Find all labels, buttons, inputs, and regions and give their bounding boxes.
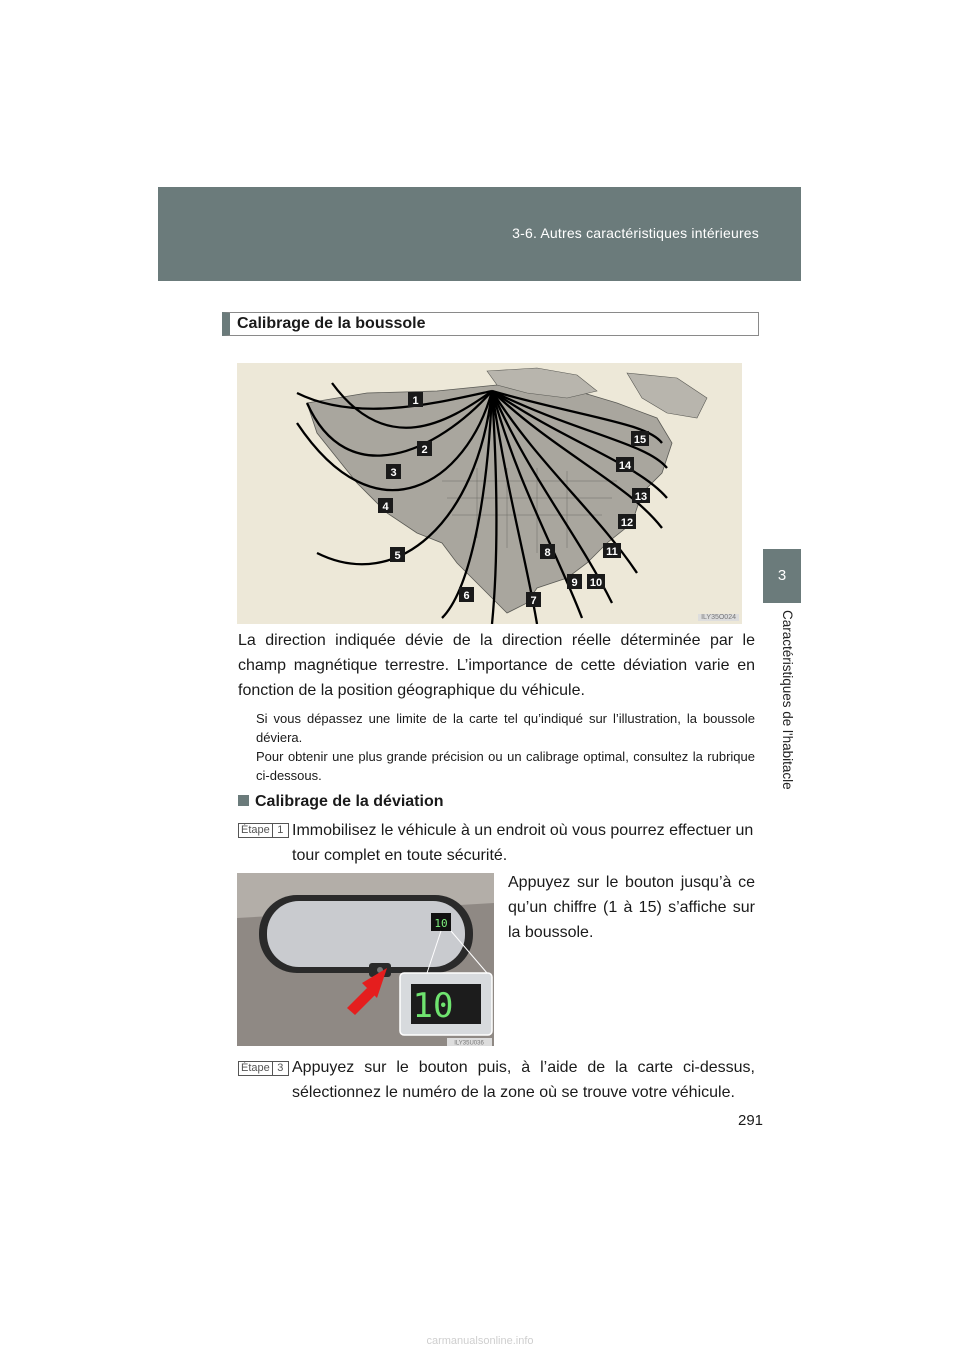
- svg-text:1: 1: [412, 395, 419, 407]
- svg-text:6: 6: [463, 590, 470, 602]
- zone-label-2: [417, 441, 432, 456]
- zone-label-11: [603, 543, 621, 558]
- zone-label-1: [408, 392, 423, 407]
- zone-label-3: [386, 464, 401, 479]
- step-1-text: Immobilisez le véhicule à un endroit où vous pourrez effectuer un tour complet en toute sécurité.: [292, 822, 754, 864]
- chapter-header: [158, 187, 801, 281]
- svg-text:3: 3: [390, 467, 397, 479]
- svg-text:11: 11: [606, 546, 618, 558]
- svg-text:ILY35U036: ILY35U036: [454, 1040, 484, 1046]
- note-block: [256, 709, 755, 785]
- step-3-label: Étape: [241, 1062, 270, 1074]
- zone-map-svg: [237, 363, 742, 624]
- section-heading-text: Calibrage de la boussole: [237, 315, 426, 332]
- svg-text:12: 12: [620, 517, 634, 529]
- zone-label-7: [526, 592, 541, 607]
- intro-paragraph: La direction indiquée dévie de la direction réelle déterminée par le champ magnétique terrestre. L’importance de cette déviation varie en fonction de la position géographique du véhicule.: [238, 632, 755, 699]
- rearview-mirror-photo: [237, 873, 494, 1046]
- svg-text:9: 9: [571, 577, 578, 589]
- zone-label-15: [631, 431, 649, 446]
- note-line-1: Si vous dépassez une limite de la carte tel qu’indiqué sur l’illustration, la boussole déviera.: [256, 711, 755, 745]
- zone-label-5: [390, 547, 405, 562]
- chapter-tab-label: Caractéristiques de l'habitacle: [780, 610, 795, 790]
- zone-label-9: [567, 574, 582, 589]
- svg-text:2: 2: [421, 444, 428, 456]
- page-number: 291: [738, 1112, 764, 1129]
- zone-label-10: [587, 574, 605, 589]
- svg-text:14: 14: [618, 460, 632, 472]
- svg-text:10: 10: [434, 917, 448, 930]
- svg-text:13: 13: [634, 491, 648, 503]
- map-figure-code: ILY35O024: [698, 614, 739, 621]
- chapter-title: 3-6. Autres caractéristiques intérieures: [512, 225, 759, 241]
- note-line-2: Pour obtenir une plus grande précision ou un calibrage optimal, consultez la rubrique ci-dessous.: [256, 749, 755, 783]
- step-3-number: 3: [272, 1062, 288, 1075]
- step-3-badge: [238, 1061, 289, 1076]
- square-bullet-icon: [238, 795, 249, 806]
- section-heading: [222, 312, 759, 336]
- zone-label-12: [618, 514, 636, 529]
- watermark: carmanualsonline.info: [426, 1335, 534, 1347]
- step-1-label: Étape: [241, 824, 270, 836]
- svg-text:10: 10: [589, 577, 603, 589]
- zone-label-8: [540, 544, 555, 559]
- zone-label-6: [459, 587, 474, 602]
- svg-text:5: 5: [394, 550, 401, 562]
- step-3-text: Appuyez sur le bouton puis, à l’aide de la carte ci-dessus, sélectionnez le numéro de la zone où se trouve votre véhicule.: [292, 1059, 755, 1101]
- svg-text:4: 4: [382, 501, 389, 513]
- step-1-number: 1: [272, 824, 288, 837]
- subsection-heading-text: Calibrage de la déviation: [255, 793, 444, 810]
- svg-text:7: 7: [530, 595, 537, 607]
- compass-zone-map: [237, 363, 742, 624]
- svg-text:10: 10: [412, 986, 454, 1026]
- step-2-text: Appuyez sur le bouton jusqu’à ce qu’un chiffre (1 à 15) s’affiche sur la boussole.: [508, 874, 755, 941]
- svg-text:15: 15: [633, 434, 647, 446]
- zone-label-14: [616, 457, 634, 472]
- zone-label-13: [632, 488, 650, 503]
- step-1-badge: [238, 823, 289, 838]
- svg-text:8: 8: [544, 547, 551, 559]
- subsection-heading: [238, 793, 444, 811]
- zone-label-4: [378, 498, 393, 513]
- chapter-tab-number: 3: [763, 549, 801, 603]
